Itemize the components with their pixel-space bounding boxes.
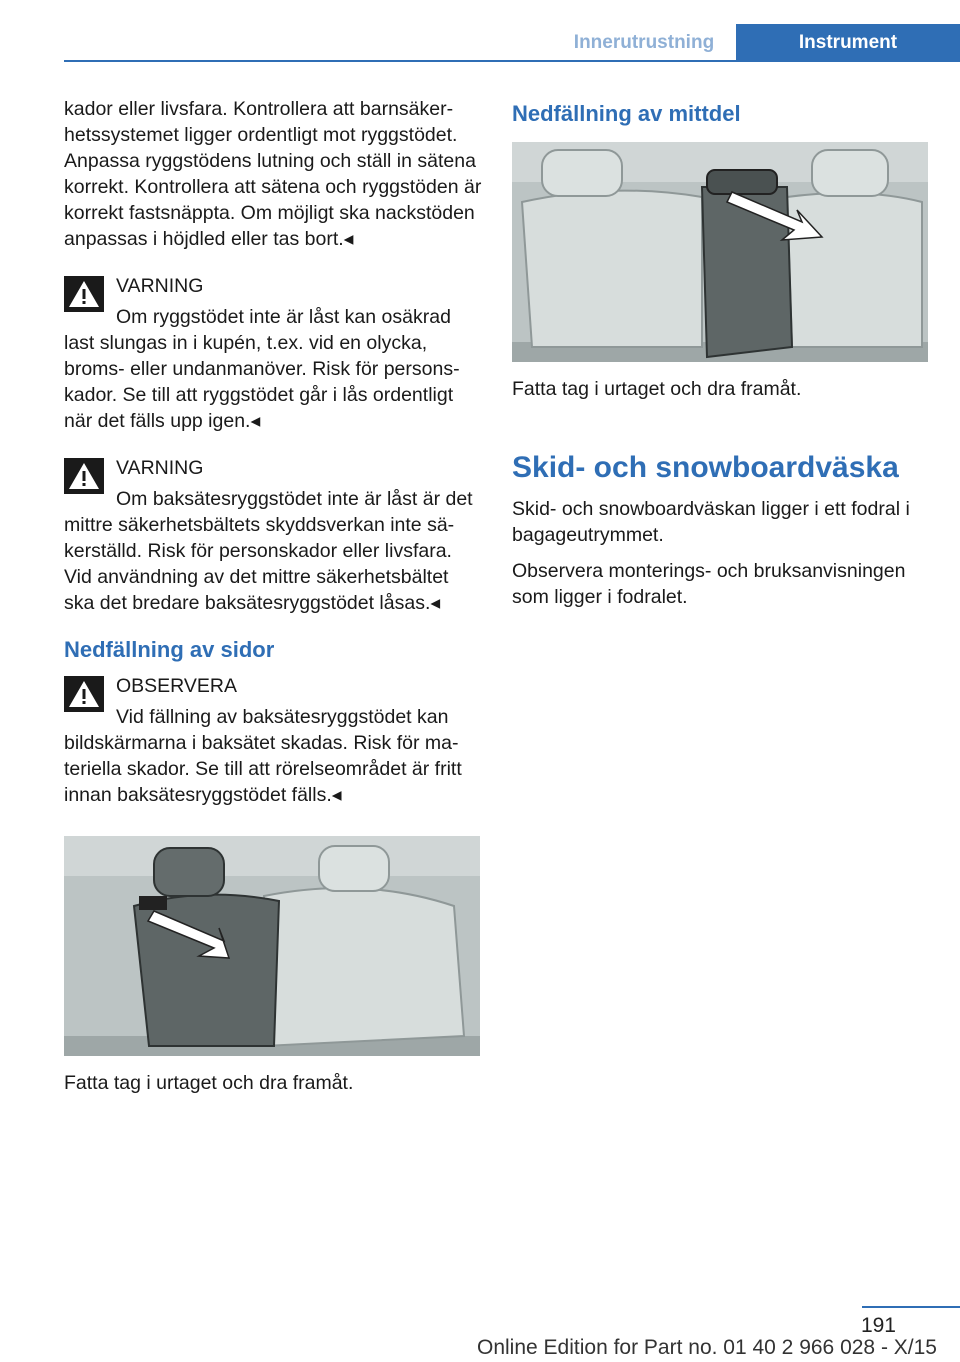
warning-text: Om ryggstödet inte är låst kan osäkrad last slungas in i kupén, t.ex. vid en olycka, broms- eller undanmanöver. Risk för personskador. Se till att ryggstödet går i lås ordentligt när det fälls upp igen.◂: [64, 306, 460, 432]
warning-block-2: [64, 454, 484, 616]
subheading-sides: Nedfällning av sidor: [64, 637, 275, 662]
right-column: [512, 100, 928, 630]
ski-bag-paragraph-1: Skid- och snowboardväskan ligger i ett fodral i bagageutrymmet.: [512, 498, 910, 546]
header-section-tab[interactable]: Innerutrustning: [573, 32, 715, 53]
notice-text: Vid fällning av baksätesryggstödet kan bildskärmarna i baksätet skadas. Risk för materiella skador. Se till att rörelseområdet är fritt innan baksätesryggstödet fälls.◂: [64, 706, 462, 806]
warning-text: Om baksätesryggstödet inte är låst är det mittre säkerhetsbältets skyddsverkan inte säkerställd. Risk för personskador eller livsfara. Vid användning av det mittre säkerhetsbältet ska det bredare baksätesryggstödet låsas.◂: [64, 488, 473, 614]
seat-illustration-middle: [512, 142, 928, 362]
warning-label: VARNING: [116, 275, 204, 297]
ski-bag-paragraph-2: Observera monterings- och bruksanvisningen som ligger i fodralet.: [512, 560, 906, 608]
warning-label: VARNING: [116, 457, 204, 479]
header-rule: [64, 60, 960, 62]
section-heading-ski-bag: Skid- och snowboardväska: [512, 451, 899, 484]
warning-triangle-icon: [64, 458, 104, 494]
header-chapter-tab[interactable]: Instrument: [736, 24, 960, 62]
warning-triangle-icon: [64, 276, 104, 312]
edition-footer: Online Edition for Part no. 01 40 2 966 028 - X/15: [477, 1336, 937, 1359]
figure-caption-middle: Fatta tag i urtaget och dra framåt.: [512, 378, 802, 400]
notice-block: [64, 672, 484, 808]
intro-paragraph: kador eller livsfara. Kontrollera att barnsäkerhetssystemet ligger ordentligt mot ryggstödet. Anpassa ryggstödens lutning och ställ in sätena korrekt. Kontrollera att sätena och ryggstöden är korrekt fastsnäppta. Om möjligt ska nackstöden anpassas i höjdled eller tas bort.◂: [64, 98, 482, 250]
warning-triangle-icon: [64, 676, 104, 712]
footer-rule: [862, 1306, 960, 1308]
left-column: [64, 96, 484, 1132]
notice-label: OBSERVERA: [116, 675, 238, 697]
figure-caption-sides: Fatta tag i urtaget och dra framåt.: [64, 1072, 354, 1094]
warning-block-1: [64, 272, 484, 434]
seat-illustration-sides: [64, 836, 480, 1056]
subheading-middle: Nedfällning av mittdel: [512, 101, 741, 126]
page-number: 191: [860, 1314, 896, 1337]
